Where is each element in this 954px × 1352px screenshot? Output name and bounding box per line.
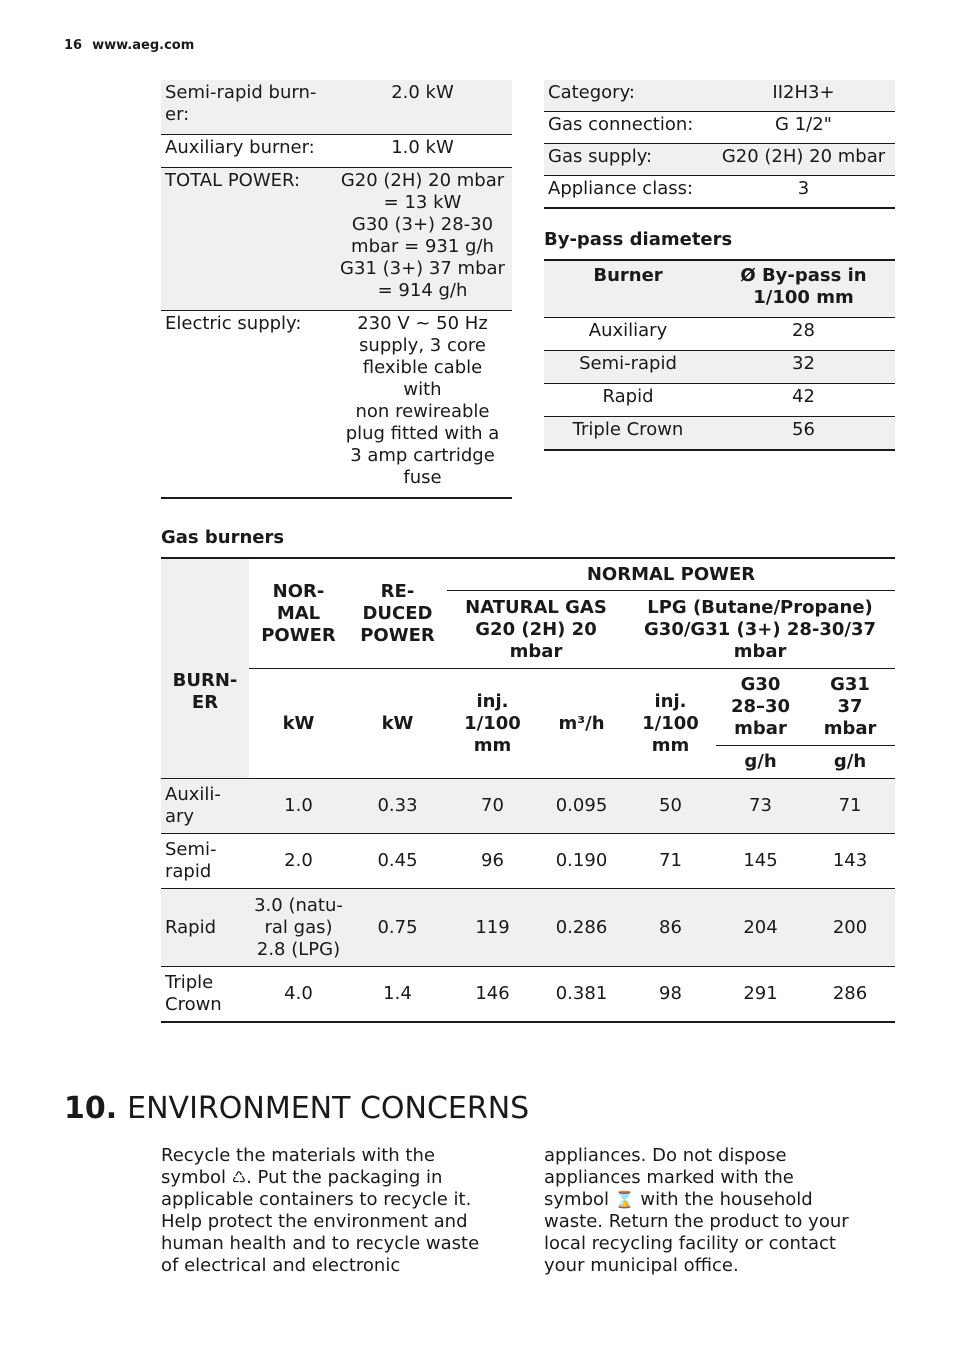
- chapter-heading: [64, 1090, 529, 1128]
- table-row: [544, 318, 895, 351]
- table-cell: 0.286: [538, 889, 625, 967]
- table-cell: 291: [716, 967, 805, 1022]
- header-normal-power-group: NORMAL POWER: [447, 558, 895, 591]
- spec-label: Gas connection:: [544, 112, 712, 144]
- table-cell: 143: [805, 834, 895, 889]
- header-injector: inj. 1/100 mm: [447, 669, 538, 779]
- env-text: with the household waste. Return the product to your local recycling facility or contact your municipal office.: [544, 1189, 849, 1276]
- table-header-row: [161, 669, 895, 746]
- table-row: [544, 112, 895, 144]
- page-header: [64, 38, 194, 53]
- table-cell: 28: [712, 318, 895, 351]
- table-cell: 32: [712, 351, 895, 384]
- spec-value: G 1/2": [712, 112, 895, 144]
- burner-name: Rapid: [161, 889, 249, 967]
- table-row: [161, 967, 895, 1022]
- specs-table-left: [161, 80, 512, 499]
- table-row: [544, 351, 895, 384]
- header-normal-power: NOR- MAL POWER: [249, 558, 348, 669]
- table-row: [544, 176, 895, 209]
- environment-text-right: [544, 1145, 864, 1277]
- burner-name: Semi- rapid: [161, 834, 249, 889]
- header-lpg: LPG (Butane/Propane) G30/G31 (3+) 28-30/37 mbar: [625, 591, 895, 669]
- table-cell: 98: [625, 967, 716, 1022]
- table-cell: 1.4: [348, 967, 447, 1022]
- table-cell: Auxiliary: [544, 318, 712, 351]
- bypass-table: [544, 259, 895, 451]
- table-cell: 0.75: [348, 889, 447, 967]
- table-row: [161, 779, 895, 834]
- burner-name: Auxili- ary: [161, 779, 249, 834]
- table-row: [161, 834, 895, 889]
- table-cell: 71: [625, 834, 716, 889]
- table-row: [544, 384, 895, 417]
- table-cell: 286: [805, 967, 895, 1022]
- table-cell: 0.381: [538, 967, 625, 1022]
- header-injector: inj. 1/100 mm: [625, 669, 716, 779]
- table-cell: 96: [447, 834, 538, 889]
- page-number: 16: [64, 38, 83, 53]
- spec-value: 1.0 kW: [333, 135, 512, 168]
- table-row: [544, 144, 895, 176]
- header-kw: kW: [249, 669, 348, 779]
- spec-label: Semi-rapid burn- er:: [161, 80, 333, 135]
- spec-label: TOTAL POWER:: [161, 168, 333, 311]
- table-row: [161, 135, 512, 168]
- table-cell: 1.0: [249, 779, 348, 834]
- gas-burners-table: [161, 557, 895, 1023]
- table-cell: 50: [625, 779, 716, 834]
- table-cell: 3.0 (natu- ral gas) 2.8 (LPG): [249, 889, 348, 967]
- table-header-row: [544, 260, 895, 318]
- specs-table-right: [544, 80, 895, 209]
- table-cell: Semi-rapid: [544, 351, 712, 384]
- column-header: Ø By-pass in 1/100 mm: [712, 260, 895, 318]
- table-cell: 4.0: [249, 967, 348, 1022]
- table-cell: 146: [447, 967, 538, 1022]
- environment-text-left: [161, 1145, 481, 1277]
- table-cell: 2.0: [249, 834, 348, 889]
- spec-value: 2.0 kW: [333, 80, 512, 135]
- table-row: [161, 889, 895, 967]
- chapter-number: 10.: [64, 1091, 118, 1126]
- table-cell: 70: [447, 779, 538, 834]
- table-cell: 0.095: [538, 779, 625, 834]
- table-row: [161, 311, 512, 499]
- chapter-title: ENVIRONMENT CONCERNS: [127, 1091, 530, 1126]
- spec-label: Appliance class:: [544, 176, 712, 209]
- burner-name: Triple Crown: [161, 967, 249, 1022]
- table-cell: Triple Crown: [544, 417, 712, 451]
- column-header: Burner: [544, 260, 712, 318]
- spec-label: Category:: [544, 80, 712, 112]
- table-row: [544, 417, 895, 451]
- bypass-caption: By-pass diameters: [544, 229, 733, 250]
- table-cell: 204: [716, 889, 805, 967]
- spec-label: Gas supply:: [544, 144, 712, 176]
- header-burner: BURN- ER: [161, 558, 249, 779]
- table-cell: 86: [625, 889, 716, 967]
- table-cell: 73: [716, 779, 805, 834]
- header-natural-gas: NATURAL GAS G20 (2H) 20 mbar: [447, 591, 625, 669]
- env-text: . Put the packaging in applicable containers to recycle it. Help protect the environment and human health and to recycle waste of electrical and electronic: [161, 1167, 480, 1276]
- recycle-icon: ♺: [231, 1168, 247, 1187]
- header-url[interactable]: www.aeg.com: [92, 38, 195, 53]
- header-reduced-power: RE- DUCED POWER: [348, 558, 447, 669]
- env-text: Recycle the materials with the symbol: [161, 1145, 435, 1188]
- table-row: [161, 168, 512, 311]
- table-row: [161, 80, 512, 135]
- table-cell: 0.190: [538, 834, 625, 889]
- table-cell: 119: [447, 889, 538, 967]
- table-cell: 0.33: [348, 779, 447, 834]
- spec-value: G20 (2H) 20 mbar: [712, 144, 895, 176]
- header-g30: G30 28–30 mbar: [716, 669, 805, 746]
- spec-value: 3: [712, 176, 895, 209]
- spec-value: G20 (2H) 20 mbar = 13 kW G30 (3+) 28-30 mbar = 931 g/h G31 (3+) 37 mbar = 914 g/h: [333, 168, 512, 311]
- table-cell: 145: [716, 834, 805, 889]
- header-g31: G31 37 mbar: [805, 669, 895, 746]
- table-row: [544, 80, 895, 112]
- table-cell: 71: [805, 779, 895, 834]
- table-cell: 0.45: [348, 834, 447, 889]
- header-gh: g/h: [716, 746, 805, 779]
- table-cell: 56: [712, 417, 895, 451]
- table-cell: Rapid: [544, 384, 712, 417]
- header-gh: g/h: [805, 746, 895, 779]
- spec-value: 230 V ~ 50 Hz supply, 3 core flexible cable with non rewireable plug fitted with a 3 amp cartridge fuse: [333, 311, 512, 499]
- table-header-row: [161, 558, 895, 591]
- header-kw: kW: [348, 669, 447, 779]
- spec-label: Auxiliary burner:: [161, 135, 333, 168]
- table-cell: 42: [712, 384, 895, 417]
- gas-burners-caption: Gas burners: [161, 527, 285, 548]
- env-text: appliances. Do not dispose appliances marked with the symbol: [544, 1145, 794, 1210]
- spec-value: II2H3+: [712, 80, 895, 112]
- table-cell: 200: [805, 889, 895, 967]
- spec-label: Electric supply:: [161, 311, 333, 499]
- header-m3h: m³/h: [538, 669, 625, 779]
- crossed-bin-icon: ⌛: [614, 1190, 635, 1209]
